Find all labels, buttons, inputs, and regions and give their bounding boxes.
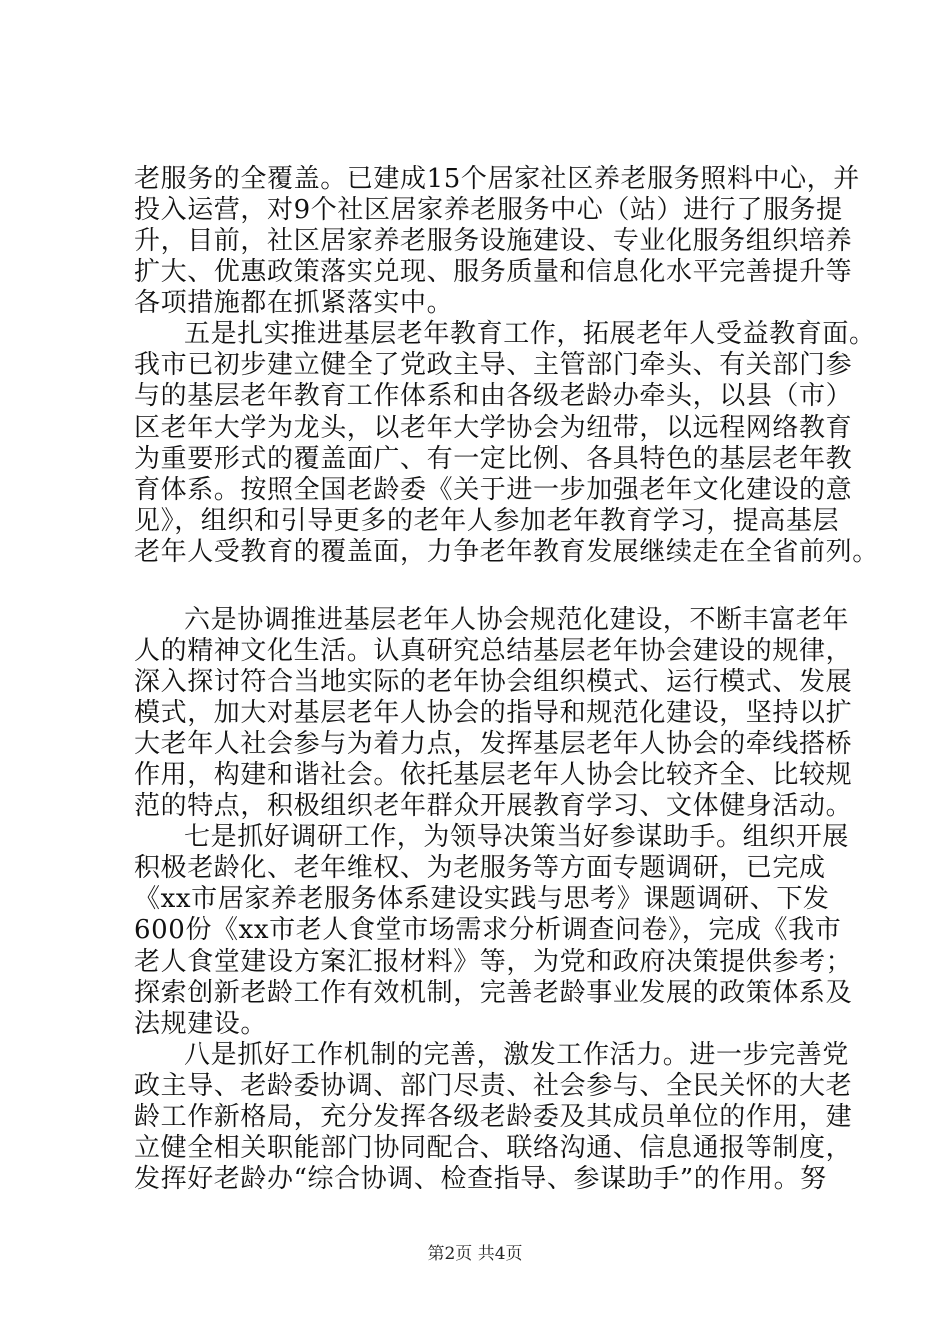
- text-line: 升，目前，社区居家养老服务设施建设、专业化服务组织培养: [134, 226, 853, 256]
- text-line: 老人食堂建设方案汇报材料》等，为党和政府决策提供参考；: [134, 947, 853, 977]
- text-line: 深入探讨符合当地实际的老年协会组织模式、运行模式、发展: [134, 667, 853, 697]
- text-line: 育体系。按照全国老龄委《关于进一步加强老年文化建设的意: [134, 475, 853, 505]
- text-line: 我市已初步建立健全了党政主导、主管部门牵头、有关部门参: [134, 350, 853, 380]
- text-line: 区老年大学为龙头，以老年大学协会为纽带，以远程网络教育: [134, 413, 853, 443]
- text-line: 龄工作新格局，充分发挥各级老龄委及其成员单位的作用，建: [134, 1102, 853, 1132]
- text-line: 积极老龄化、老年维权、为老服务等方面专题调研，已完成: [134, 853, 826, 883]
- text-line: 范的特点，积极组织老年群众开展教育学习、文体健身活动。: [134, 791, 853, 821]
- text-line: 人的精神文化生活。认真研究总结基层老年协会建设的规律，: [134, 636, 853, 666]
- paragraph-start-line: 五是扎实推进基层老年教育工作，拓展老年人受益教育面。: [184, 319, 876, 349]
- text-line: 扩大、优惠政策落实兑现、服务质量和信息化水平完善提升等: [134, 257, 853, 287]
- page-number-footer: 第2页 共4页: [427, 1244, 523, 1264]
- text-line: 投入运营，对9个社区居家养老服务中心（站）进行了服务提: [134, 195, 843, 225]
- paragraph-start-line: 七是抓好调研工作，为领导决策当好参谋助手。组织开展: [184, 822, 850, 852]
- text-line: 政主导、老龄委协调、部门尽责、社会参与、全民关怀的大老: [134, 1071, 853, 1101]
- text-line: 模式，加大对基层老年人协会的指导和规范化建设，坚持以扩: [134, 698, 853, 728]
- text-line: 法规建设。: [134, 1009, 268, 1039]
- text-line: 发挥好老龄办“综合协调、检查指导、参谋助手”的作用。努: [134, 1164, 827, 1194]
- text-line: 探索创新老龄工作有效机制，完善老龄事业发展的政策体系及: [134, 978, 853, 1008]
- text-line: 《xx市居家养老服务体系建设实践与思考》课题调研、下发: [134, 884, 830, 914]
- text-line: 作用，构建和谐社会。依托基层老年人协会比较齐全、比较规: [134, 760, 853, 790]
- text-line: 老服务的全覆盖。已建成15个居家社区养老服务照料中心，并: [134, 164, 860, 194]
- paragraph-start-line: 八是抓好工作机制的完善，激发工作活力。进一步完善党: [184, 1040, 850, 1070]
- text-line: 立健全相关职能部门协同配合、联络沟通、信息通报等制度，: [134, 1133, 853, 1163]
- text-line: 与的基层老年教育工作体系和由各级老龄办牵头，以县（市）: [134, 381, 853, 411]
- text-line: 见》，组织和引导更多的老年人参加老年教育学习，提高基层: [134, 506, 840, 536]
- text-line: 各项措施都在抓紧落实中。: [134, 288, 454, 318]
- text-line: 为重要形式的覆盖面广、有一定比例、各具特色的基层老年教: [134, 444, 853, 474]
- text-line: 大老年人社会参与为着力点，发挥基层老年人协会的牵线搭桥: [134, 729, 853, 759]
- text-line: 老年人受教育的覆盖面，力争老年教育发展继续走在全省前列。: [134, 537, 879, 567]
- text-line: 600份《xx市老人食堂市场需求分析调查问卷》，完成《我市: [134, 915, 842, 945]
- paragraph-start-line: 六是协调推进基层老年人协会规范化建设，不断丰富老年: [184, 605, 850, 635]
